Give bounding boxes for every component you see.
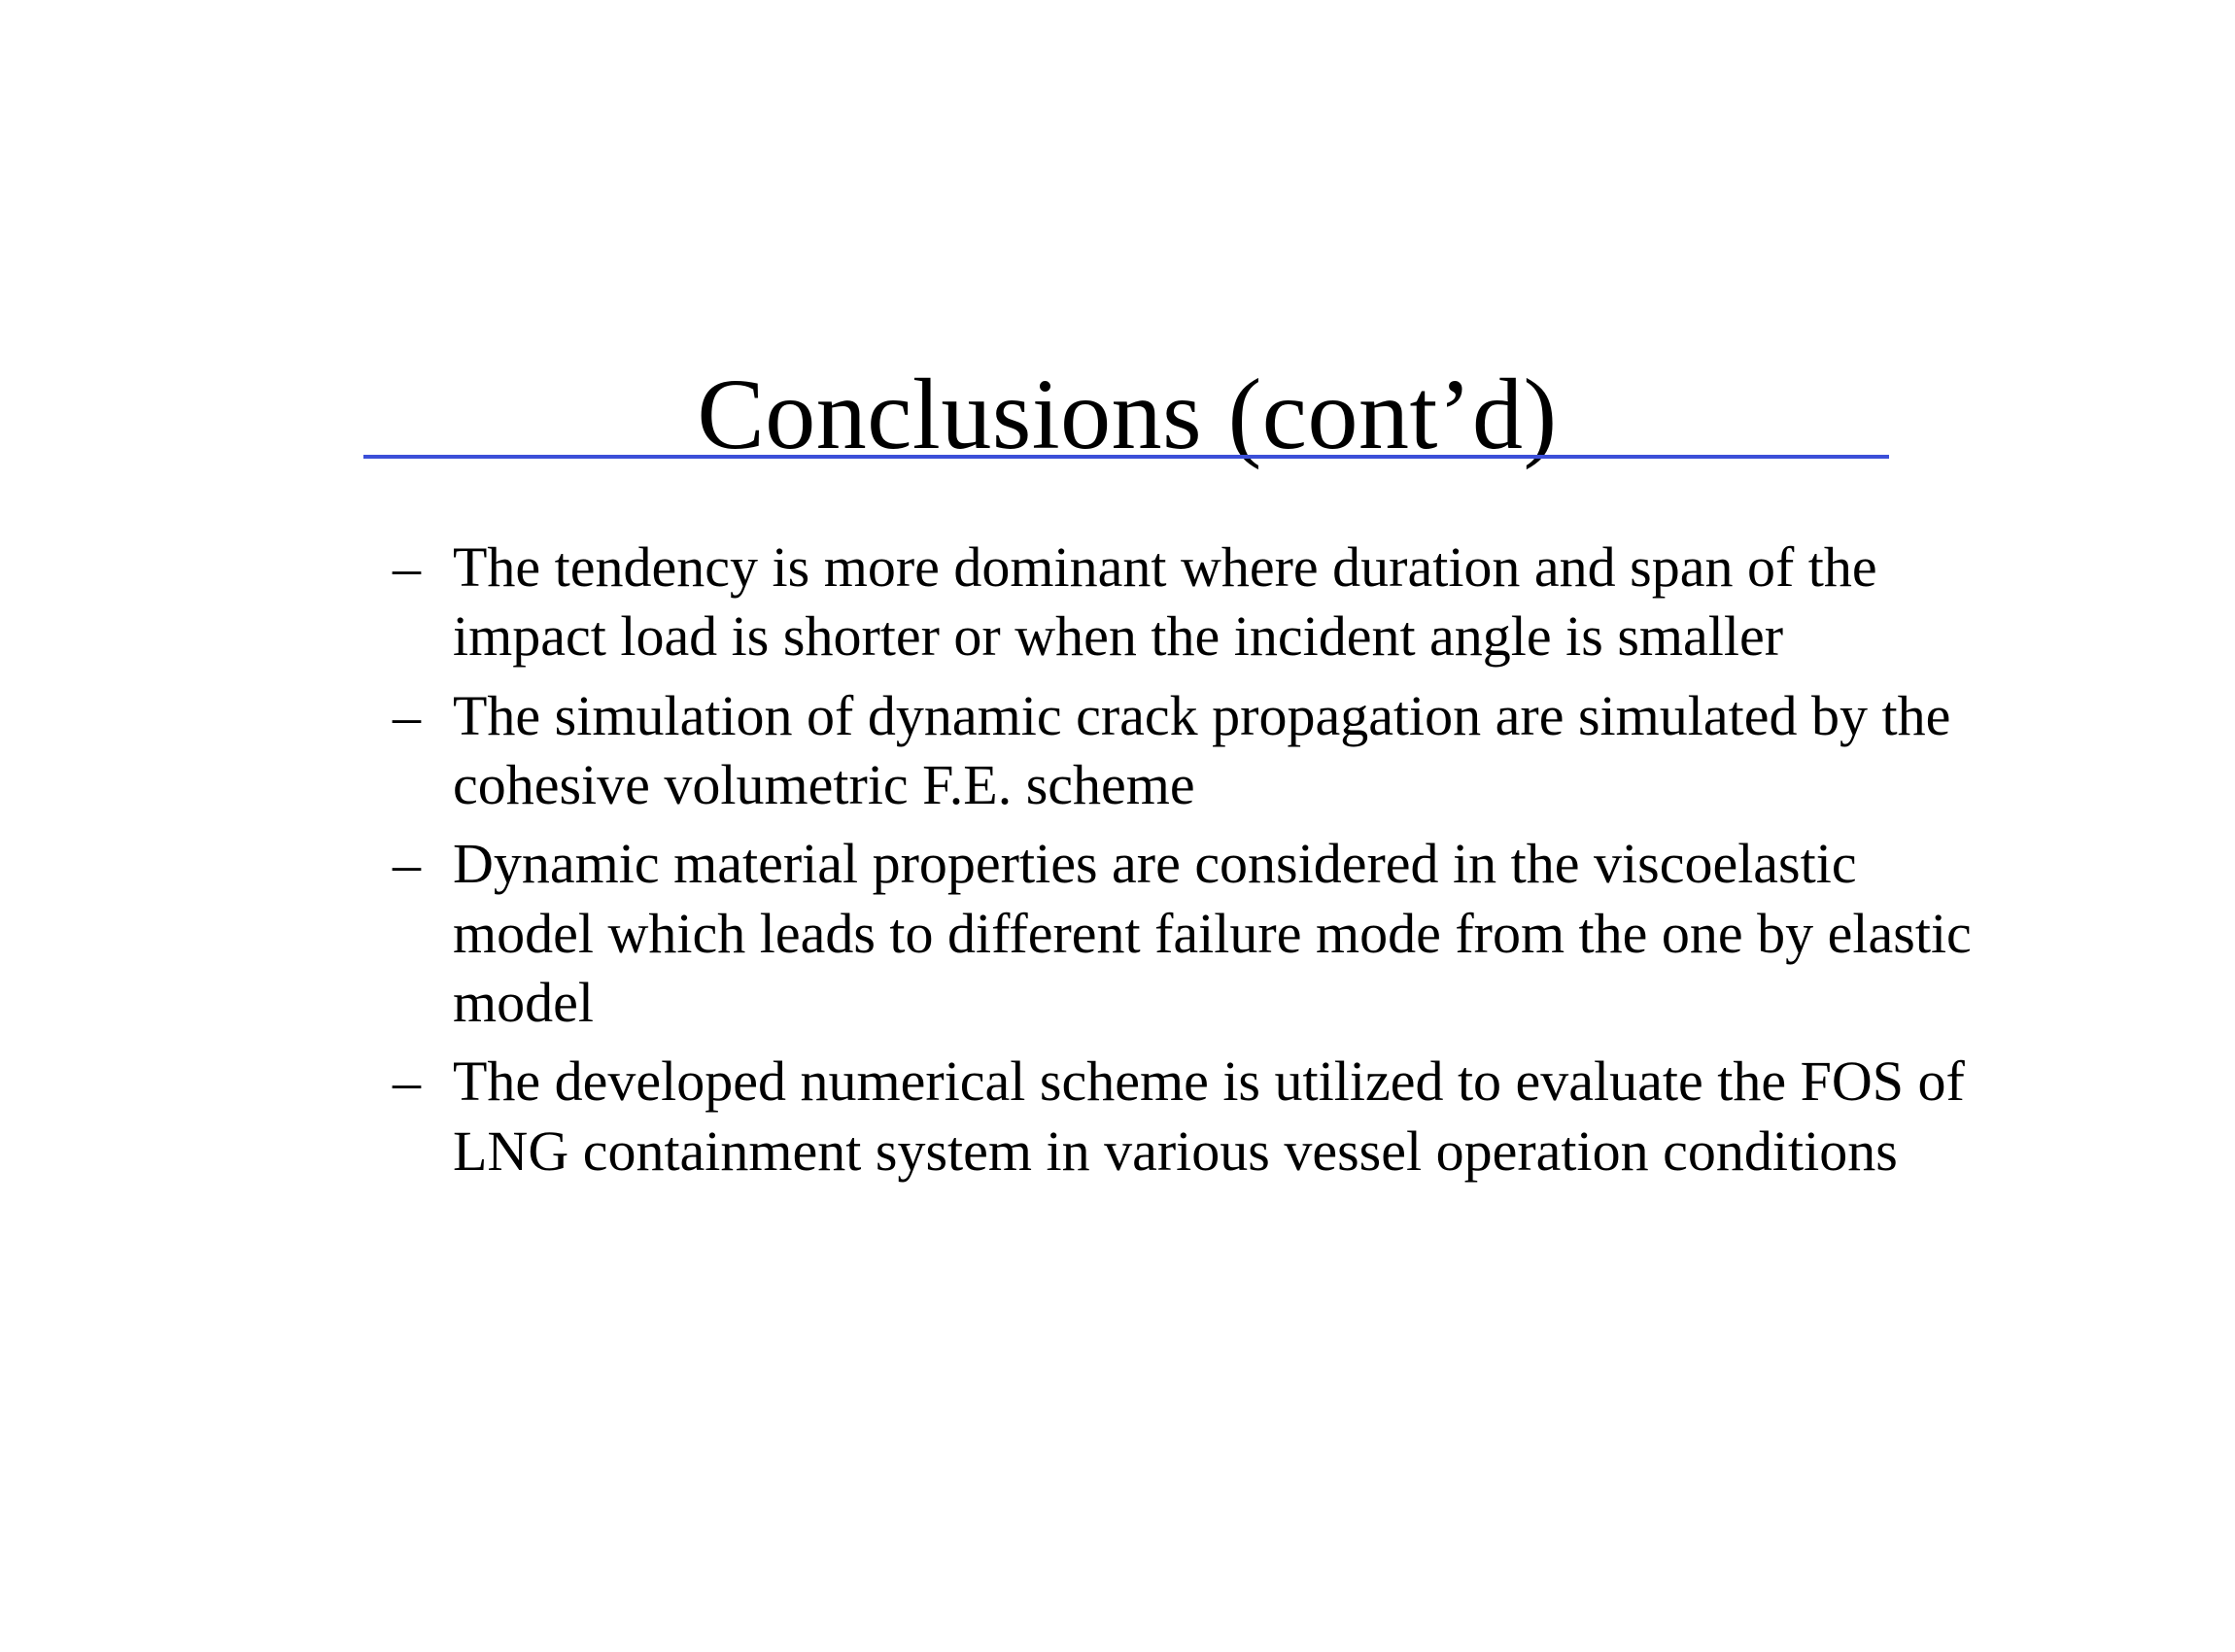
bullet-dash-icon: –	[393, 832, 421, 896]
list-item-text: The developed numerical scheme is utilized to evaluate the FOS of LNG containment system in various vessel operation conditions	[453, 1050, 1965, 1183]
list-item	[393, 681, 2006, 820]
list-item	[393, 533, 2006, 671]
bullet-dash-icon: –	[393, 683, 421, 747]
page-title: Conclusions (cont’d)	[697, 358, 1558, 470]
title-divider	[363, 455, 1889, 459]
list-item-text: The simulation of dynamic crack propagation are simulated by the cohesive volumetric F.E. scheme	[453, 683, 1951, 816]
bullet-dash-icon: –	[393, 1050, 421, 1114]
list-item-text: The tendency is more dominant where duration and span of the impact load is shorter or when the incident angle is smaller	[453, 535, 1877, 669]
bullet-dash-icon: –	[393, 535, 421, 599]
bullet-list	[393, 533, 2006, 1195]
list-item	[393, 1047, 2006, 1186]
list-item	[393, 829, 2006, 1037]
list-item-text: Dynamic material properties are considered in the viscoelastic model which leads to different failure mode from the one by elastic model	[453, 832, 1972, 1034]
